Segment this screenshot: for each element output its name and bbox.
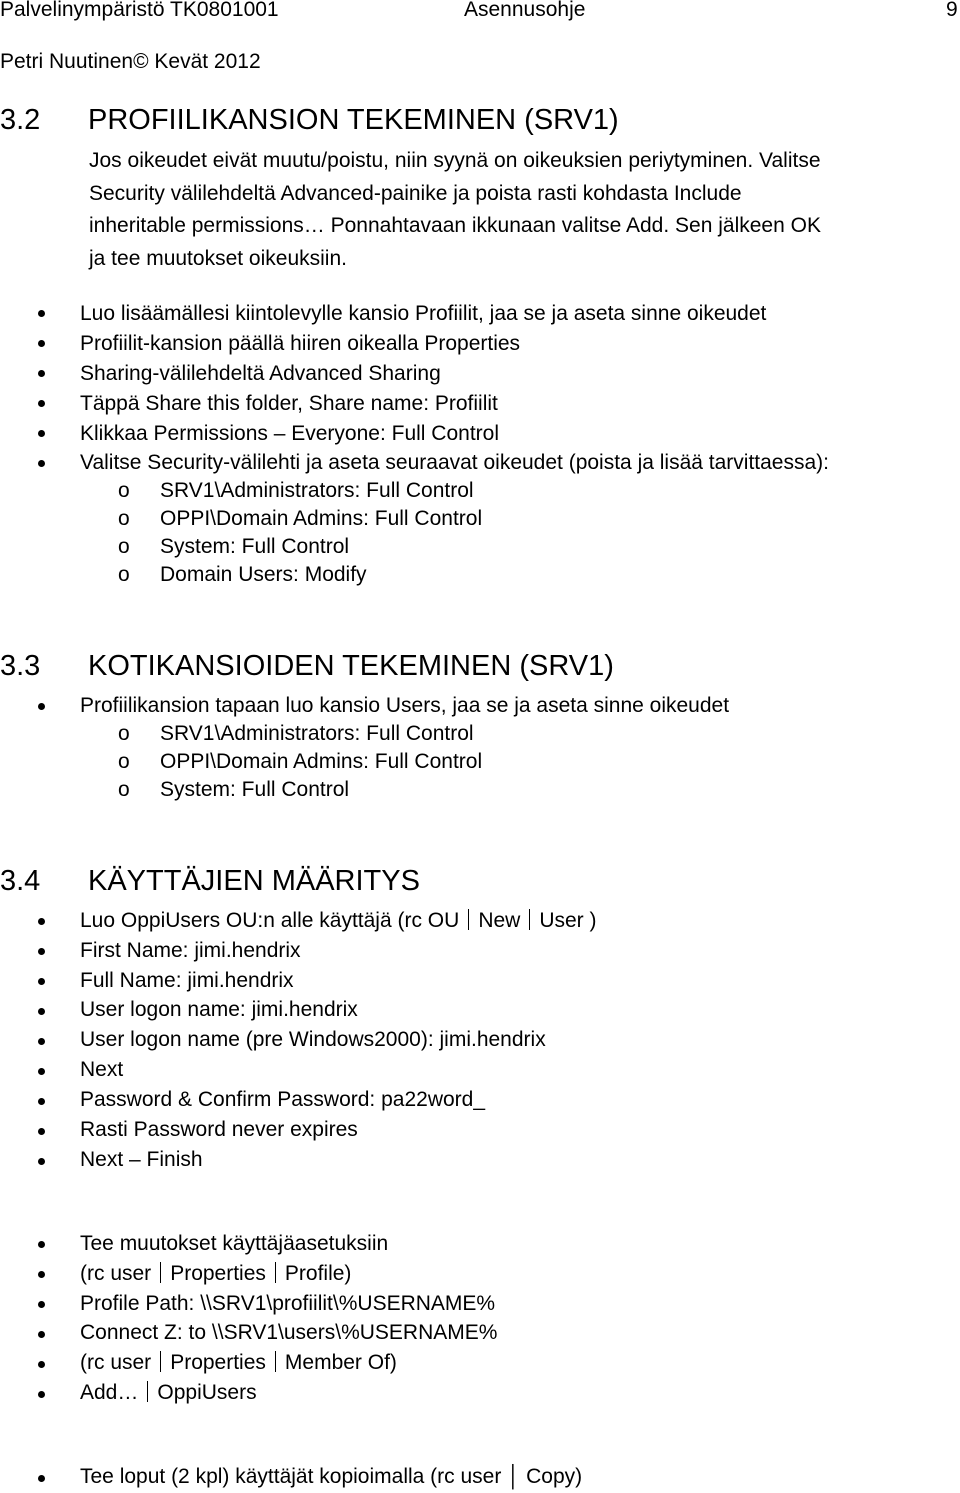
bullet-marker xyxy=(38,430,45,437)
separator-bar xyxy=(160,1351,161,1372)
sub-bullet-marker: o xyxy=(118,563,130,586)
section-number-3-4: 3.4 xyxy=(0,865,41,897)
list-item: Connect Z: to \\SRV1\users\%USERNAME% xyxy=(80,1321,498,1344)
text-part: New xyxy=(478,909,521,932)
sub-list-item: OPPI\Domain Admins: Full Control xyxy=(160,507,483,530)
bullet-marker xyxy=(38,460,45,467)
list-item: User logon name: jimi.hendrix xyxy=(80,998,358,1021)
bullet-marker xyxy=(38,310,45,317)
sub-list-item: Domain Users: Modify xyxy=(160,563,367,586)
bullet-marker xyxy=(38,400,45,407)
list-item xyxy=(80,1262,351,1286)
bullet-marker xyxy=(38,1301,45,1308)
separator-bar xyxy=(275,1351,276,1372)
header-page-number: 9 xyxy=(946,0,958,21)
list-item: Next – Finish xyxy=(80,1148,203,1171)
text-part: (rc user xyxy=(80,1262,152,1285)
list-item: Tee loput (2 kpl) käyttäjät kopioimalla (rc user │ Copy) xyxy=(80,1465,583,1488)
sub-bullet-marker: o xyxy=(118,750,130,773)
header-course: Palvelinympäristö TK0801001 xyxy=(0,0,279,21)
list-item: Profiilit-kansion päällä hiiren oikealla Properties xyxy=(80,332,521,355)
section-number-3-3: 3.3 xyxy=(0,650,41,682)
text-part: Member Of) xyxy=(284,1351,397,1374)
list-item: Profiilikansion tapaan luo kansio Users, jaa se ja aseta sinne oikeudet xyxy=(80,694,730,717)
text-part: OppiUsers xyxy=(157,1381,257,1404)
sub-list-item: System: Full Control xyxy=(160,778,350,801)
sub-list-item: SRV1\Administrators: Full Control xyxy=(160,479,474,502)
text-part: Profile) xyxy=(284,1262,352,1285)
separator-bar xyxy=(468,909,469,930)
intro-line: ja tee muutokset oikeuksiin. xyxy=(89,246,347,270)
list-item xyxy=(80,1381,257,1405)
sub-bullet-marker: o xyxy=(118,722,130,745)
sub-list-item: OPPI\Domain Admins: Full Control xyxy=(160,750,483,773)
intro-line: inheritable permissions… Ponnahtavaan ikkunaan valitse Add. Sen jälkeen OK xyxy=(89,214,821,237)
list-item: Profile Path: \\SRV1\profiilit\%USERNAME% xyxy=(80,1292,496,1315)
section-number-3-2: 3.2 xyxy=(0,104,41,136)
bullet-marker xyxy=(38,1241,45,1248)
text-part: User ) xyxy=(539,909,597,932)
sub-bullet-marker: o xyxy=(118,479,130,502)
separator-bar xyxy=(529,909,530,930)
list-item: Tee muutokset käyttäjäasetuksiin xyxy=(80,1232,389,1255)
section-title-3-3: KOTIKANSIOIDEN TEKEMINEN (SRV1) xyxy=(88,650,614,682)
list-item: Next xyxy=(80,1058,124,1081)
list-item: Full Name: jimi.hendrix xyxy=(80,969,294,992)
bullet-marker xyxy=(38,1271,45,1278)
text-part: Add… xyxy=(80,1381,139,1404)
list-item xyxy=(80,1351,397,1375)
bullet-marker xyxy=(38,978,45,985)
bullet-marker xyxy=(38,340,45,347)
header-doc-type: Asennusohje xyxy=(464,0,586,21)
list-item: Password & Confirm Password: pa22word_ xyxy=(80,1088,486,1111)
intro-line: Jos oikeudet eivät muutu/poistu, niin syynä on oikeuksien periytyminen. Valitse xyxy=(89,149,821,172)
list-item: Luo lisäämällesi kiintolevylle kansio Profiilit, jaa se ja aseta sinne oikeudet xyxy=(80,302,767,325)
intro-line: Security välilehdeltä Advanced-painike ja poista rasti kohdasta Include xyxy=(89,181,742,205)
list-item: Rasti Password never expires xyxy=(80,1118,358,1141)
bullet-marker xyxy=(38,1361,45,1368)
text-part: (rc user xyxy=(80,1351,152,1374)
list-item xyxy=(80,909,597,933)
intro-paragraph xyxy=(89,145,821,275)
sub-list-item: System: Full Control xyxy=(160,535,350,558)
text-part: Luo OppiUsers OU:n alle käyttäjä (rc OU xyxy=(80,909,460,932)
list-item: Valitse Security-välilehti ja aseta seuraavat oikeudet (poista ja lisää tarvittaessa): xyxy=(80,451,829,474)
text-part: Properties xyxy=(170,1262,266,1285)
list-item: First Name: jimi.hendrix xyxy=(80,939,301,962)
list-item: Täppä Share this folder, Share name: Profiilit xyxy=(80,392,498,415)
bullet-marker xyxy=(38,1038,45,1045)
separator-bar xyxy=(160,1262,161,1283)
bullet-marker xyxy=(38,1331,45,1338)
header-author: Petri Nuutinen© Kevät 2012 xyxy=(0,50,261,73)
list-item: User logon name (pre Windows2000): jimi.hendrix xyxy=(80,1028,546,1051)
bullet-marker xyxy=(38,918,45,925)
bullet-marker xyxy=(38,1158,45,1165)
section-title-3-4: KÄYTTÄJIEN MÄÄRITYS xyxy=(88,865,420,897)
bullet-marker xyxy=(38,948,45,955)
bullet-marker xyxy=(38,1068,45,1075)
text-part: Properties xyxy=(170,1351,266,1374)
list-item: Sharing-välilehdeltä Advanced Sharing xyxy=(80,362,441,385)
section-title-3-2: PROFIILIKANSION TEKEMINEN (SRV1) xyxy=(88,104,619,136)
sub-list-item: SRV1\Administrators: Full Control xyxy=(160,722,474,745)
bullet-marker xyxy=(38,1008,45,1015)
sub-bullet-marker: o xyxy=(118,778,130,801)
separator-bar xyxy=(275,1262,276,1283)
sub-bullet-marker: o xyxy=(118,535,130,558)
bullet-marker xyxy=(38,1391,45,1398)
bullet-marker xyxy=(38,1098,45,1105)
bullet-marker xyxy=(38,1128,45,1135)
bullet-marker xyxy=(38,370,45,377)
bullet-marker xyxy=(38,703,45,710)
bullet-marker xyxy=(38,1475,45,1482)
separator-bar xyxy=(147,1381,148,1402)
list-item: Klikkaa Permissions – Everyone: Full Control xyxy=(80,422,499,445)
sub-bullet-marker: o xyxy=(118,507,130,530)
